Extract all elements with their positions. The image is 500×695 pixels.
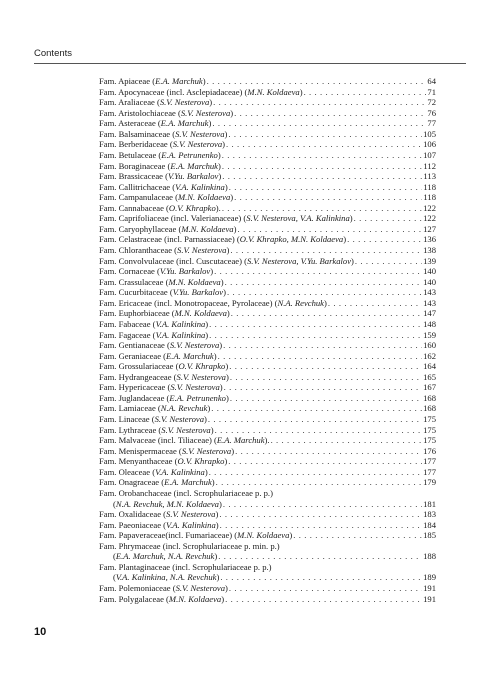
- toc-entry-page: 160: [423, 340, 436, 351]
- dot-leader: [229, 182, 423, 193]
- toc-entry-page: 188: [423, 551, 436, 562]
- toc-entry-author: E.A. Marchuk: [164, 477, 212, 488]
- toc-entry-family: Fam. Araliaceae (: [99, 97, 160, 108]
- toc-entry-page: 105: [423, 128, 436, 139]
- toc-entry-author: S.V. Nesterova: [176, 371, 226, 382]
- dot-leader: [225, 277, 423, 288]
- toc-entry-author: M.N. Koldaeva: [168, 276, 221, 287]
- toc-entry-close: ): [218, 160, 221, 171]
- toc-entry-page: 122: [423, 213, 436, 224]
- toc-entry-author: S.V. Nesterova: [159, 97, 210, 108]
- toc-entry-close: ).: [264, 435, 270, 446]
- toc-entry-close: ): [204, 414, 207, 424]
- toc-entry-family: Fam. Hypericaceae (: [99, 382, 171, 393]
- toc-entry-author: O.V. Khrapko: [168, 202, 216, 213]
- toc-entry-close: ): [223, 287, 226, 298]
- toc-entry-close: ): [299, 86, 303, 97]
- toc-entry-page: 177: [423, 466, 436, 477]
- toc-entry[interactable]: [99, 530, 436, 541]
- dot-leader: [218, 551, 422, 562]
- toc-entry[interactable]: [99, 372, 436, 383]
- toc-entry-page: 140: [423, 276, 436, 287]
- dot-leader: [354, 213, 422, 224]
- toc-entry-family: Fam. Euphorbiaceae (: [99, 308, 175, 319]
- toc-entry-page: 112: [423, 160, 436, 171]
- dot-leader: [213, 97, 426, 108]
- toc-entry-close: ): [218, 498, 222, 509]
- toc-entry-close: ): [230, 107, 234, 118]
- dot-leader: [222, 161, 423, 172]
- toc-entry[interactable]: [99, 435, 436, 446]
- toc-entry-family: Fam. Malvaceae (incl. Tiliaceae) (: [99, 435, 217, 446]
- dot-leader: [230, 245, 422, 256]
- toc-entry-family: Fam. Juglandaceae (: [99, 392, 170, 403]
- toc-entry-author: E.A. Marchuk: [216, 435, 265, 446]
- toc-entry-page: 71: [427, 86, 436, 97]
- toc-entry-page: 185: [423, 530, 436, 541]
- toc-entry-page: 159: [423, 329, 436, 340]
- toc-entry[interactable]: [99, 467, 436, 478]
- dot-leader: [234, 192, 422, 203]
- dot-leader: [223, 340, 422, 351]
- toc-entry-family: Fam. Boraginaceae (: [99, 160, 171, 171]
- toc-entry-close: ): [205, 318, 209, 329]
- toc-entry[interactable]: [99, 414, 436, 425]
- dot-leader: [235, 446, 422, 457]
- toc-entry-open: (: [113, 572, 116, 583]
- toc-entry-family: Fam. Papaveraceae(incl. Fumariaceae) (: [99, 530, 238, 541]
- dot-leader: [355, 256, 422, 267]
- toc-entry-author: M.N. Koldaeva: [247, 86, 300, 97]
- table-of-contents: [99, 76, 436, 604]
- dot-leader: [231, 308, 422, 319]
- toc-entry-close: ): [221, 593, 225, 604]
- toc-entry-close: ): [215, 509, 219, 520]
- toc-entry-close: ): [204, 466, 208, 477]
- dot-leader: [271, 435, 423, 446]
- toc-entry-page: 122: [423, 202, 436, 213]
- toc-entry[interactable]: [99, 129, 436, 140]
- toc-entry-family: Fam. Menispermaceae (: [99, 445, 182, 456]
- toc-entry-close: ): [219, 340, 223, 351]
- toc-entry-family: Fam. Geraniaceae (: [99, 350, 167, 361]
- toc-entry-family: Fam. Caryophyllaceae (: [99, 223, 182, 234]
- toc-entry-page: 191: [423, 583, 436, 593]
- toc-entry-family: Fam. Convolvulaceae (incl. Cuscutaceae) (: [99, 255, 247, 266]
- toc-entry-family: Fam. Aristolochiaceae (: [99, 107, 181, 118]
- toc-entry-author: V.A. Kalinkina, N.A. Revchuk: [115, 572, 217, 583]
- toc-entry-author: N.A. Revchuk: [277, 297, 324, 308]
- toc-entry-page: 113: [423, 171, 436, 182]
- toc-entry-family: Fam. Ericaceae (incl. Monotropaceae, Pyrolaceae) (: [99, 297, 278, 308]
- toc-entry-page: 127: [423, 223, 436, 234]
- toc-entry-close: ): [226, 308, 230, 319]
- toc-entry-close: ): [207, 403, 211, 414]
- dot-leader: [229, 583, 422, 594]
- dot-leader: [293, 530, 422, 541]
- toc-entry[interactable]: [99, 520, 436, 531]
- toc-entry[interactable]: [99, 509, 436, 520]
- toc-entry-family: Fam. Berberidaceae (: [99, 139, 173, 150]
- toc-entry[interactable]: [99, 351, 436, 362]
- toc-entry-author: V.A. Kalinkina: [175, 181, 225, 192]
- toc-entry-family: Fam. Cannabaceae (: [99, 202, 169, 213]
- toc-entry-page: 181: [423, 498, 436, 509]
- toc-entry-page: 107: [423, 149, 436, 160]
- toc-entry-author: S.V. Nesterova: [172, 139, 223, 150]
- toc-entry-author: S.V. Nesterova: [175, 583, 226, 593]
- toc-entry[interactable]: [99, 425, 436, 436]
- toc-entry-close: ): [205, 329, 209, 340]
- toc-entry-author: E.A. Marchuk: [155, 76, 203, 86]
- toc-entry-family: Fam. Brassicaceae (: [99, 171, 168, 182]
- toc-entry-author: V.Yu. Barkalov: [172, 287, 224, 298]
- dot-leader: [222, 171, 422, 182]
- toc-entry-author: E.A. Marchuk: [166, 350, 214, 361]
- toc-entry-page: 148: [423, 318, 436, 329]
- toc-entry-author: N.A. Revchuk, M.N. Koldaeva: [115, 498, 219, 509]
- toc-entry-page: 168: [423, 403, 436, 414]
- toc-entry-close: ): [343, 234, 347, 245]
- toc-entry-author: V.Yu. Barkalov: [159, 266, 211, 277]
- toc-entry-page: 162: [423, 350, 436, 361]
- dot-leader: [222, 203, 422, 214]
- toc-entry-close: ): [202, 76, 206, 86]
- toc-entry-family: Fam. Betulaceae (: [99, 149, 162, 160]
- toc-entry-page: 143: [423, 287, 436, 298]
- toc-entry-page: 64: [427, 76, 436, 86]
- toc-entry-author: E.A. Marchuk: [170, 160, 218, 171]
- toc-entry-author: O.V. Khrapko, M.N. Koldaeva: [239, 234, 344, 245]
- toc-entry[interactable]: [99, 583, 436, 594]
- toc-entry-author: S.V. Nesterova: [154, 414, 205, 424]
- toc-entry[interactable]: [99, 319, 436, 330]
- toc-entry-author: S.V. Nesterova, V.A. Kalinkina: [246, 213, 350, 224]
- toc-entry-close: ): [230, 192, 234, 203]
- toc-entry-page: 139: [423, 255, 436, 266]
- toc-entry-close: ): [225, 371, 229, 382]
- toc-entry-page: 191: [423, 593, 436, 604]
- dot-leader: [208, 414, 422, 425]
- toc-entry-page: 164: [423, 361, 436, 372]
- toc-entry-close: ): [231, 445, 235, 456]
- toc-entry-page: 177: [423, 456, 436, 467]
- toc-entry-author: M.N. Koldaeva: [168, 593, 222, 604]
- toc-entry-author: O.V. Khrapko: [177, 456, 225, 467]
- toc-entry-family: Fam. Crassulaceae (: [99, 276, 169, 287]
- toc-entry-author: V.A. Kalinkina: [166, 519, 216, 530]
- toc-entry[interactable]: [99, 298, 436, 309]
- toc-entry-page: 77: [427, 118, 436, 129]
- toc-entry-family: Fam. Celastraceae (incl. Parnassiaceae) (: [99, 234, 240, 245]
- toc-entry[interactable]: [99, 277, 436, 288]
- dot-leader: [222, 150, 422, 161]
- toc-entry-page: 167: [423, 382, 436, 393]
- toc-entry-family: Fam. Gentianaceae (: [99, 340, 170, 351]
- toc-entry[interactable]: [99, 192, 436, 203]
- dot-leader: [229, 361, 422, 372]
- toc-entry[interactable]: [99, 256, 436, 267]
- toc-entry-close: ): [224, 456, 228, 467]
- toc-entry-page: 175: [423, 414, 436, 424]
- toc-entry-page: 106: [423, 139, 436, 150]
- toc-entry-close: ): [225, 583, 228, 593]
- toc-entry-author: N.A. Revchuk: [160, 403, 208, 414]
- toc-entry[interactable]: [99, 551, 436, 562]
- toc-entry-family: Fam. Onagraceae (: [99, 477, 165, 488]
- dot-leader: [228, 129, 422, 140]
- dot-leader: [223, 499, 422, 510]
- toc-entry-author: S.V. Nesterova: [177, 245, 227, 255]
- toc-entry-close: ): [224, 181, 228, 192]
- toc-entry-author: V.Yu. Barkalov: [167, 171, 219, 182]
- toc-entry-close: ): [210, 266, 214, 277]
- toc-entry-author: O.V. Khrapko: [178, 361, 226, 372]
- toc-entry-page: 175: [423, 424, 436, 435]
- toc-entry-page: 138: [423, 245, 436, 255]
- toc-entry[interactable]: [99, 118, 436, 129]
- toc-entry-page: 176: [423, 445, 436, 456]
- dot-leader: [227, 287, 422, 298]
- toc-entry-author: S.V. Nesterova: [170, 382, 220, 393]
- toc-entry-close: ): [289, 530, 293, 541]
- toc-entry[interactable]: [99, 203, 436, 214]
- toc-entry-page: 179: [423, 477, 436, 488]
- dot-leader: [214, 266, 422, 277]
- toc-entry[interactable]: [99, 403, 436, 414]
- running-header: Contents: [34, 48, 73, 59]
- toc-entry-family: Fam. Chloranthaceae (: [99, 245, 178, 255]
- toc-entry-page: 147: [423, 308, 436, 319]
- toc-entry-author: S.V. Nesterova: [169, 340, 220, 351]
- toc-entry-family: Fam. Campanulaceae (: [99, 192, 178, 203]
- toc-entry-author: S.V. Nesterova: [161, 424, 211, 435]
- toc-entry-family: Fam. Hydrangeaceae (: [99, 371, 177, 382]
- toc-entry-family: Fam. Cucurbitaceae (: [99, 287, 173, 298]
- toc-entry[interactable]: [99, 76, 436, 87]
- toc-entry-family: Fam. Menyanthaceae (: [99, 456, 178, 467]
- dot-leader: [224, 382, 422, 393]
- toc-entry-close: ): [225, 361, 229, 372]
- toc-entry-close: ): [224, 128, 228, 139]
- toc-entry[interactable]: [99, 572, 436, 583]
- toc-entry-page: 118: [423, 192, 436, 203]
- toc-entry[interactable]: [99, 499, 436, 510]
- dot-leader: [237, 224, 422, 235]
- toc-entry-author: S.V. Nesterova: [175, 128, 225, 139]
- toc-entry-author: V.A. Kalinkina: [155, 318, 206, 329]
- toc-entry-close: ).: [215, 202, 221, 213]
- dot-leader: [209, 319, 422, 330]
- toc-entry-close: ): [210, 424, 214, 435]
- toc-entry-close: ): [351, 255, 354, 266]
- toc-entry-page: 189: [423, 572, 436, 583]
- toc-entry-page: 184: [423, 519, 436, 530]
- toc-entry-author: M.N. Koldaeva: [174, 308, 227, 319]
- toc-entry[interactable]: [99, 393, 436, 404]
- toc-entry-author: E.A. Petrunenko: [161, 149, 218, 160]
- toc-entry[interactable]: [99, 477, 436, 488]
- toc-entry[interactable]: [99, 224, 436, 235]
- toc-entry-close: ): [209, 97, 213, 108]
- toc-entry-family: Fam. Fabaceae (: [99, 318, 156, 329]
- toc-entry-page: 168: [423, 392, 436, 403]
- toc-entry[interactable]: [99, 161, 436, 172]
- dot-leader: [234, 108, 426, 119]
- dot-leader: [220, 572, 422, 583]
- toc-entry-author: E.A. Marchuk, N.A. Revchuk: [115, 551, 215, 562]
- dot-leader: [207, 76, 427, 87]
- toc-entry-page: 118: [423, 181, 436, 192]
- toc-entry[interactable]: [99, 171, 436, 182]
- toc-entry-close: ): [214, 551, 218, 562]
- toc-entry[interactable]: [99, 97, 436, 108]
- toc-entry-family: Fam. Plantaginaceae (incl. Scrophulariaceae p. p.): [99, 561, 272, 572]
- toc-entry[interactable]: [99, 340, 436, 351]
- toc-entry-author: E.A. Petrunenko: [169, 392, 226, 403]
- toc-entry-page: 72: [427, 97, 436, 108]
- toc-entry-close: ): [218, 171, 222, 182]
- toc-entry-family: Fam. Callitrichaceae (: [99, 181, 176, 192]
- toc-entry-close: ): [226, 245, 230, 255]
- toc-entry-family: Fam. Lamiaceae (: [99, 403, 161, 414]
- dot-leader: [226, 139, 422, 150]
- toc-entry-author: M.N. Koldaeva: [177, 192, 231, 203]
- dot-leader: [228, 456, 422, 467]
- toc-entry-page: 143: [423, 297, 436, 308]
- toc-entry[interactable]: [99, 266, 436, 277]
- toc-entry[interactable]: [99, 382, 436, 393]
- dot-leader: [211, 403, 422, 414]
- toc-entry-family: Fam. Orobanchaceae (incl. Scrophulariaceae p. p.): [99, 487, 273, 498]
- toc-entry-close: ): [222, 139, 226, 150]
- toc-entry-family: Fam. Apocynaceae (incl. Asclepiadaceae) (: [99, 86, 248, 97]
- toc-entry[interactable]: [99, 245, 436, 256]
- toc-entry-page: 136: [423, 234, 436, 245]
- toc-entry-author: V.A. Kalinkina: [155, 329, 206, 340]
- toc-entry-close: ): [219, 382, 223, 393]
- toc-entry[interactable]: [99, 87, 436, 98]
- toc-entry-family: Fam. Polemoniaceae (: [99, 583, 176, 593]
- toc-entry-author: S.V. Nesterova: [166, 509, 216, 520]
- toc-entry-author: S.V. Nesterova: [180, 107, 231, 118]
- toc-entry[interactable]: [99, 287, 436, 298]
- toc-entry-page: 183: [423, 509, 436, 520]
- toc-entry-close: ): [216, 572, 220, 583]
- toc-entry[interactable]: [99, 330, 436, 341]
- dot-leader: [215, 425, 423, 436]
- toc-entry[interactable]: [99, 108, 436, 119]
- toc-entry-close: ): [215, 519, 219, 530]
- toc-entry-close: ): [225, 392, 229, 403]
- toc-entry[interactable]: [99, 139, 436, 150]
- toc-entry-family: Fam. Balsaminaceae (: [99, 128, 176, 139]
- toc-entry-family: Fam. Oleaceae (: [99, 466, 156, 477]
- toc-entry-close: ): [233, 223, 237, 234]
- toc-entry[interactable]: [99, 361, 436, 372]
- toc-entry-close: ): [324, 297, 327, 308]
- dot-leader: [212, 118, 426, 129]
- dot-leader: [220, 520, 422, 531]
- toc-entry-close: ): [211, 477, 215, 488]
- toc-entry-open: (: [113, 498, 116, 509]
- toc-entry[interactable]: [99, 234, 436, 245]
- toc-entry[interactable]: [99, 594, 436, 605]
- dot-leader: [219, 509, 422, 520]
- toc-entry[interactable]: [99, 150, 436, 161]
- toc-entry-author: M.N. Koldaeva: [181, 223, 234, 234]
- toc-entry[interactable]: [99, 446, 436, 457]
- toc-entry-author: S.V. Nesterova, V.Yu. Barkalov: [246, 255, 352, 266]
- toc-entry-author: V.A. Kalinkina: [155, 466, 205, 477]
- toc-entry-close: ): [208, 118, 212, 129]
- toc-entry-close: ): [213, 350, 217, 361]
- toc-entry[interactable]: [99, 308, 436, 319]
- toc-entry-family: Fam. Asteraceae (: [99, 118, 161, 129]
- toc-entry-family: Fam. Fagaceae (: [99, 329, 156, 340]
- toc-entry-family: Fam. Paeoniaceae (: [99, 519, 167, 530]
- dot-leader: [225, 594, 422, 605]
- toc-entry-author: E.A. Marchuk: [160, 118, 209, 129]
- toc-entry-family: Fam. Cornaceae (: [99, 266, 160, 277]
- toc-entry-family: Fam. Apiaceae (: [99, 76, 156, 86]
- toc-entry-family: Fam. Oxalidaceae (: [99, 509, 167, 520]
- toc-entry-family: Fam. Linaceae (: [99, 414, 155, 424]
- toc-entry-close: ): [349, 213, 353, 224]
- dot-leader: [304, 87, 427, 98]
- page-number: 10: [34, 626, 47, 638]
- dot-leader: [209, 330, 422, 341]
- dot-leader: [230, 372, 422, 383]
- toc-entry[interactable]: [99, 182, 436, 193]
- dot-leader: [209, 467, 422, 478]
- toc-entry-family: Fam. Polygalaceae (: [99, 593, 169, 604]
- header-rule: [34, 63, 466, 64]
- dot-leader: [230, 393, 422, 404]
- toc-entry-close: ): [217, 149, 221, 160]
- dot-leader: [216, 477, 422, 488]
- toc-entry-author: M.N. Koldaeva: [237, 530, 290, 541]
- toc-entry-family: Fam. Grossulariaceae (: [99, 361, 179, 372]
- toc-entry-page: 175: [423, 435, 436, 446]
- toc-entry[interactable]: [99, 456, 436, 467]
- dot-leader: [328, 298, 422, 309]
- toc-entry-page: 76: [427, 107, 436, 118]
- toc-entry-close: ): [220, 276, 224, 287]
- toc-entry-page: 165: [423, 371, 436, 382]
- toc-entry[interactable]: [99, 213, 436, 224]
- dot-leader: [347, 234, 422, 245]
- toc-entry-author: S.V. Nesterova: [181, 445, 232, 456]
- toc-entry-open: (: [113, 551, 116, 562]
- dot-leader: [218, 351, 423, 362]
- toc-entry-page: 140: [423, 266, 436, 277]
- toc-entry-family: Fam. Phrymaceae (incl. Scrophulariaceae p. min. p.): [99, 540, 280, 551]
- toc-entry-family: Fam. Caprifoliaceae (incl. Valerianaceae) (: [99, 213, 247, 224]
- toc-entry-family: Fam. Lythraceae (: [99, 424, 162, 435]
